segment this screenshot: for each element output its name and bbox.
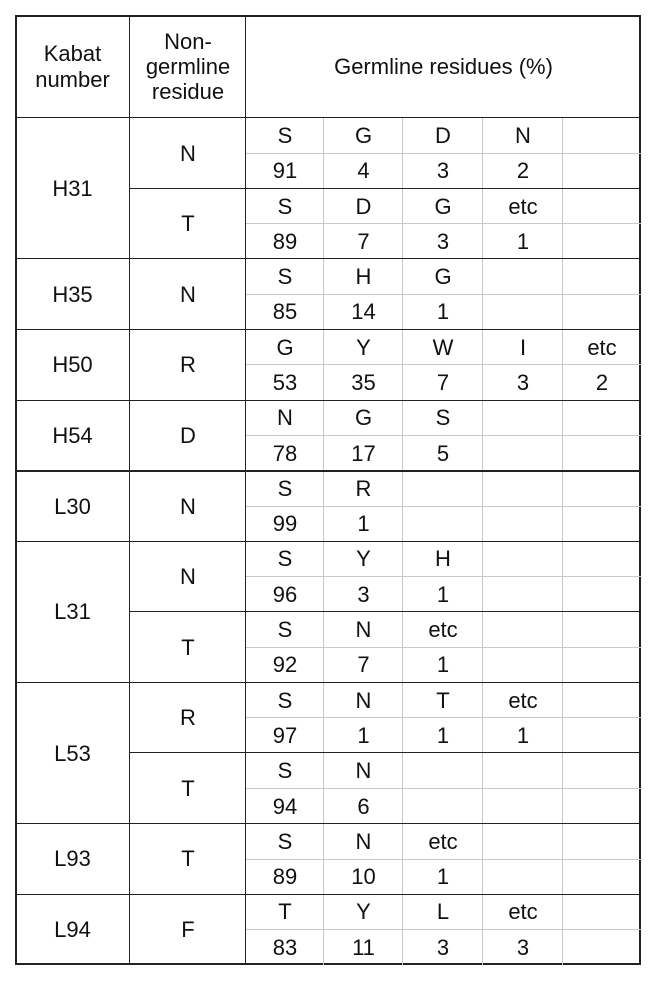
germline-residue (563, 542, 641, 577)
germline-percent: 35 (351, 370, 376, 396)
kabat-number: H50 (52, 352, 93, 378)
row-subdivider (246, 364, 641, 365)
non-germline-residue: N (180, 140, 196, 166)
row-subdivider (246, 788, 641, 789)
header-line: Non- (164, 28, 212, 54)
germline-residue (483, 471, 563, 506)
germline-residue: etc (508, 687, 538, 713)
row-subdivider (246, 506, 641, 507)
row-subdivider (246, 576, 641, 577)
germline-percent: 2 (516, 158, 530, 184)
germline-residue: S (277, 264, 293, 290)
non-germline-residue: D (180, 422, 196, 448)
germline-percent (403, 506, 483, 541)
germline-percent: 3 (357, 581, 370, 607)
germline-residue: Y (356, 546, 371, 572)
germline-residue: G (276, 334, 294, 360)
germline-percent (483, 294, 563, 329)
germline-percent: 1 (357, 511, 370, 537)
germline-percent (563, 506, 641, 541)
germline-residue: etc (508, 193, 538, 219)
germline-residue (563, 400, 641, 435)
germline-residue: R (355, 475, 372, 501)
germline-residue: H (355, 264, 372, 290)
germline-percent: 7 (357, 652, 370, 678)
germline-percent (563, 153, 641, 188)
non-germline-residue: R (180, 705, 196, 731)
germline-percent: 1 (436, 581, 450, 607)
germline-residue: etc (587, 334, 617, 360)
germline-percent: 92 (272, 652, 298, 678)
germline-percent: 83 (272, 934, 298, 960)
germline-percent: 1 (436, 864, 450, 890)
non-germline-residue: N (180, 281, 196, 307)
germline-residue: S (277, 193, 293, 219)
germline-percent (563, 436, 641, 471)
germline-percent: 97 (272, 722, 298, 748)
germline-percent: 3 (436, 158, 450, 184)
germline-percent: 1 (436, 652, 450, 678)
germline-percent: 96 (272, 581, 298, 607)
germline-percent: 4 (357, 158, 370, 184)
germline-percent: 2 (595, 370, 609, 396)
germline-residue (563, 683, 641, 718)
germline-percent: 1 (357, 722, 370, 748)
header-line: residue (151, 79, 225, 105)
germline-percent (563, 577, 641, 612)
header-kabat-number: Kabat number (35, 41, 110, 92)
germline-residue: N (355, 758, 372, 784)
germline-percent (483, 789, 563, 824)
germline-percent: 3 (516, 934, 530, 960)
header-non-germline-residue (130, 15, 246, 118)
germline-percent: 1 (516, 228, 530, 254)
germline-percent: 11 (352, 934, 375, 960)
germline-residue: etc (428, 617, 458, 643)
row-subdivider (246, 223, 641, 224)
germline-residue (403, 753, 483, 788)
germline-residue: G (354, 405, 373, 431)
germline-percent: 3 (436, 228, 450, 254)
germline-residue: L (436, 899, 450, 925)
germline-percent (563, 718, 641, 753)
germline-residue: etc (508, 899, 538, 925)
germline-percent: 94 (272, 793, 298, 819)
kabat-number: L94 (54, 917, 91, 943)
kabat-number: H31 (52, 175, 93, 201)
germline-residue (483, 259, 563, 294)
non-germline-residue: T (181, 846, 195, 872)
germline-residue (563, 612, 641, 647)
germline-residue (563, 118, 641, 153)
germline-residue (563, 824, 641, 859)
non-germline-residue: T (181, 775, 195, 801)
germline-percent: 89 (272, 864, 298, 890)
germline-percent (563, 294, 641, 329)
germline-percent: 7 (357, 228, 370, 254)
germline-residue: I (519, 334, 527, 360)
germline-percent (563, 789, 641, 824)
row-subdivider (246, 294, 641, 295)
germline-residue: N (277, 405, 293, 431)
germline-residue (483, 824, 563, 859)
germline-percent (483, 436, 563, 471)
germline-residue: S (277, 475, 293, 501)
germline-percent: 17 (351, 440, 376, 466)
germline-percent: 5 (436, 440, 450, 466)
germline-residue: Y (356, 899, 371, 925)
germline-residue: G (354, 122, 373, 148)
germline-residue: D (355, 193, 372, 219)
germline-percent: 1 (436, 722, 450, 748)
header-germline-residues: Germline residues (%) (334, 53, 553, 79)
germline-percent: 1 (516, 722, 530, 748)
non-germline-residue: N (180, 564, 196, 590)
germline-residue: D (435, 122, 451, 148)
germline-percent: 53 (272, 370, 298, 396)
germline-percent (483, 506, 563, 541)
germline-percent (483, 859, 563, 894)
germline-residue: S (277, 617, 293, 643)
germline-residue: N (355, 828, 372, 854)
germline-residue (563, 894, 641, 929)
kabat-number: H35 (52, 281, 93, 307)
kabat-number: L53 (54, 740, 91, 766)
non-germline-residue: R (180, 352, 196, 378)
row-subdivider (246, 717, 641, 718)
row-subdivider (246, 153, 641, 154)
header-line: germline (145, 53, 231, 79)
germline-percent (483, 647, 563, 682)
germline-percent (563, 930, 641, 965)
germline-residue (563, 259, 641, 294)
germline-percent: 6 (357, 793, 370, 819)
germline-residue (403, 471, 483, 506)
germline-residue: Y (356, 334, 371, 360)
germline-residue: H (435, 546, 451, 572)
germline-residue: S (277, 758, 293, 784)
germline-residue (563, 471, 641, 506)
germline-percent: 85 (272, 299, 298, 325)
germline-residue: S (277, 828, 293, 854)
kabat-number: H54 (52, 422, 93, 448)
germline-residue: T (278, 899, 292, 925)
non-germline-residue: T (181, 634, 195, 660)
germline-percent: 7 (436, 370, 450, 396)
kabat-number: L93 (54, 846, 91, 872)
germline-percent: 89 (272, 228, 298, 254)
germline-residue: N (355, 687, 372, 713)
germline-percent: 91 (272, 158, 298, 184)
germline-residue (483, 400, 563, 435)
germline-residue: S (277, 546, 293, 572)
germline-residue (563, 753, 641, 788)
germline-residue: T (436, 687, 450, 713)
germline-residue: N (355, 617, 372, 643)
germline-percent: 1 (436, 299, 450, 325)
germline-percent: 10 (351, 864, 376, 890)
row-subdivider (246, 435, 641, 436)
germline-percent (563, 647, 641, 682)
row-subdivider (246, 929, 641, 930)
row-subdivider (246, 859, 641, 860)
germline-percent: 3 (516, 370, 530, 396)
kabat-number: L30 (54, 493, 91, 519)
germline-residue (483, 542, 563, 577)
germline-residue: G (434, 193, 452, 219)
germline-percent (563, 859, 641, 894)
germline-percent: 99 (272, 511, 298, 537)
non-germline-residue: T (181, 211, 195, 237)
germline-residue: G (434, 264, 452, 290)
germline-residue: S (277, 687, 293, 713)
non-germline-residue: F (181, 917, 195, 943)
germline-residue: etc (428, 828, 458, 854)
germline-percent (563, 224, 641, 259)
germline-residue: N (515, 122, 531, 148)
germline-percent: 78 (272, 440, 298, 466)
germline-residue (483, 753, 563, 788)
germline-percent (403, 789, 483, 824)
germline-percent: 14 (351, 299, 376, 325)
germline-residue: W (432, 334, 454, 360)
germline-residue (563, 189, 641, 224)
germline-percent: 3 (436, 934, 450, 960)
germline-percent (483, 577, 563, 612)
kabat-number: L31 (54, 599, 91, 625)
non-germline-residue: N (180, 493, 196, 519)
row-subdivider (246, 647, 641, 648)
germline-residue: S (277, 122, 293, 148)
germline-residue: S (435, 405, 451, 431)
germline-residue (483, 612, 563, 647)
